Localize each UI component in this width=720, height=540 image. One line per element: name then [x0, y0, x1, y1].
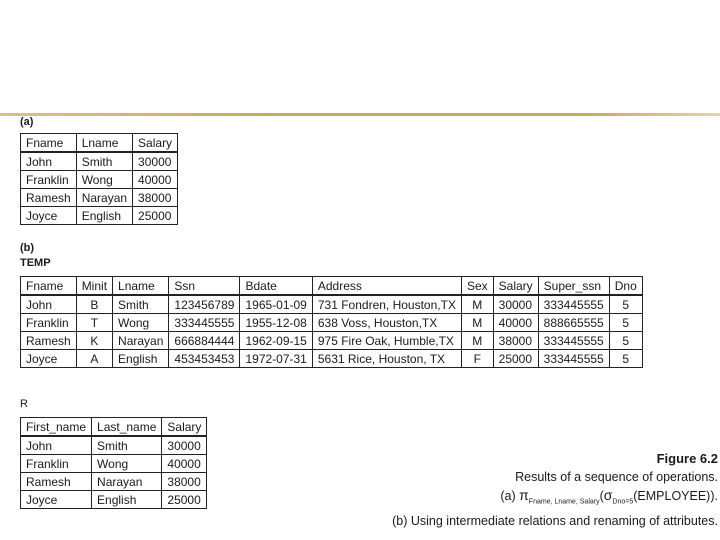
table-cell: 453453453: [169, 350, 240, 368]
table-cell: Franklin: [21, 171, 77, 189]
table-cell: English: [92, 491, 162, 509]
table-row: [21, 295, 643, 314]
table-cell: 123456789: [169, 295, 240, 314]
column-header: Salary: [133, 134, 178, 153]
table-cell: English: [76, 207, 132, 225]
table-cell: Franklin: [21, 314, 77, 332]
table-cell: 25000: [133, 207, 178, 225]
table-cell: 5: [609, 332, 642, 350]
table-cell: F: [461, 350, 493, 368]
table-cell: 30000: [493, 295, 538, 314]
table-cell: Joyce: [21, 207, 77, 225]
table-cell: Wong: [113, 314, 169, 332]
table-cell: Narayan: [76, 189, 132, 207]
table-cell: 38000: [493, 332, 538, 350]
table-cell: English: [113, 350, 169, 368]
table-cell: 666884444: [169, 332, 240, 350]
table-cell: Smith: [113, 295, 169, 314]
table-cell: Ramesh: [21, 473, 92, 491]
table-cell: M: [461, 332, 493, 350]
table-cell: Narayan: [113, 332, 169, 350]
table-row: [21, 152, 178, 171]
relation-r-table: [20, 417, 207, 509]
figure-number: Figure 6.2: [656, 451, 718, 466]
table-row: [21, 491, 207, 509]
table-cell: Wong: [92, 455, 162, 473]
table-row: [21, 171, 178, 189]
table-cell: 40000: [493, 314, 538, 332]
column-header: Last_name: [92, 418, 162, 437]
table-cell: Smith: [76, 152, 132, 171]
table-cell: 333445555: [538, 350, 609, 368]
table-cell: 30000: [162, 436, 207, 455]
column-header: Lname: [113, 277, 169, 296]
table-cell: 38000: [162, 473, 207, 491]
table-cell: 30000: [133, 152, 178, 171]
table-header-row: [21, 277, 643, 296]
table-cell: 40000: [133, 171, 178, 189]
figure-caption: [392, 450, 718, 530]
table-row: [21, 332, 643, 350]
table-cell: 1962-09-15: [240, 332, 312, 350]
column-header: Fname: [21, 277, 77, 296]
table-header-row: [21, 418, 207, 437]
table-cell: Ramesh: [21, 189, 77, 207]
table-cell: Joyce: [21, 491, 92, 509]
result-table-a: [20, 133, 178, 225]
table-cell: 5631 Rice, Houston, TX: [312, 350, 461, 368]
table-cell: John: [21, 295, 77, 314]
table-cell: Ramesh: [21, 332, 77, 350]
table-row: [21, 436, 207, 455]
table-cell: 333445555: [169, 314, 240, 332]
table-cell: John: [21, 436, 92, 455]
table-row: [21, 455, 207, 473]
table-cell: 638 Voss, Houston,TX: [312, 314, 461, 332]
column-header: Ssn: [169, 277, 240, 296]
column-header: Minit: [76, 277, 112, 296]
table-row: [21, 189, 178, 207]
section-a-label: (a): [20, 116, 34, 128]
table-cell: 5: [609, 314, 642, 332]
temp-relation-label: TEMP: [20, 257, 51, 269]
table-cell: 1972-07-31: [240, 350, 312, 368]
column-header: Sex: [461, 277, 493, 296]
table-cell: Wong: [76, 171, 132, 189]
table-header-row: [21, 134, 178, 153]
table-cell: 333445555: [538, 332, 609, 350]
table-cell: 40000: [162, 455, 207, 473]
column-header: Bdate: [240, 277, 312, 296]
table-row: [21, 207, 178, 225]
caption-line-3: (b) Using intermediate relations and renaming of attributes.: [392, 513, 718, 528]
column-header: Salary: [493, 277, 538, 296]
section-b-label: (b): [20, 242, 35, 254]
table-cell: Joyce: [21, 350, 77, 368]
table-cell: M: [461, 295, 493, 314]
column-header: Super_ssn: [538, 277, 609, 296]
table-row: [21, 314, 643, 332]
table-row: [21, 350, 643, 368]
table-cell: 1965-01-09: [240, 295, 312, 314]
table-cell: A: [76, 350, 112, 368]
table-cell: M: [461, 314, 493, 332]
table-cell: 25000: [493, 350, 538, 368]
table-cell: 5: [609, 295, 642, 314]
column-header: Salary: [162, 418, 207, 437]
table-cell: 5: [609, 350, 642, 368]
temp-table: [20, 276, 643, 368]
table-cell: T: [76, 314, 112, 332]
table-cell: Narayan: [92, 473, 162, 491]
column-header: First_name: [21, 418, 92, 437]
table-cell: 888665555: [538, 314, 609, 332]
table-cell: 38000: [133, 189, 178, 207]
table-cell: B: [76, 295, 112, 314]
column-header: Dno: [609, 277, 642, 296]
caption-line-2: (a) $\pi_{Fname, Lname, Salary}(\sigma_{Dno=5}(EMPLOYEE))$.: [500, 487, 718, 506]
table-cell: 731 Fondren, Houston,TX: [312, 295, 461, 314]
table-cell: K: [76, 332, 112, 350]
table-cell: 1955-12-08: [240, 314, 312, 332]
column-header: Fname: [21, 134, 77, 153]
column-header: Lname: [76, 134, 132, 153]
caption-line-1: Results of a sequence of operations.: [515, 470, 718, 484]
table-cell: 25000: [162, 491, 207, 509]
column-header: Address: [312, 277, 461, 296]
table-cell: Smith: [92, 436, 162, 455]
table-cell: John: [21, 152, 77, 171]
table-cell: 975 Fire Oak, Humble,TX: [312, 332, 461, 350]
table-cell: Franklin: [21, 455, 92, 473]
table-row: [21, 473, 207, 491]
title-divider-line: [0, 113, 720, 116]
table-cell: 333445555: [538, 295, 609, 314]
relation-r-label: R: [20, 398, 28, 410]
